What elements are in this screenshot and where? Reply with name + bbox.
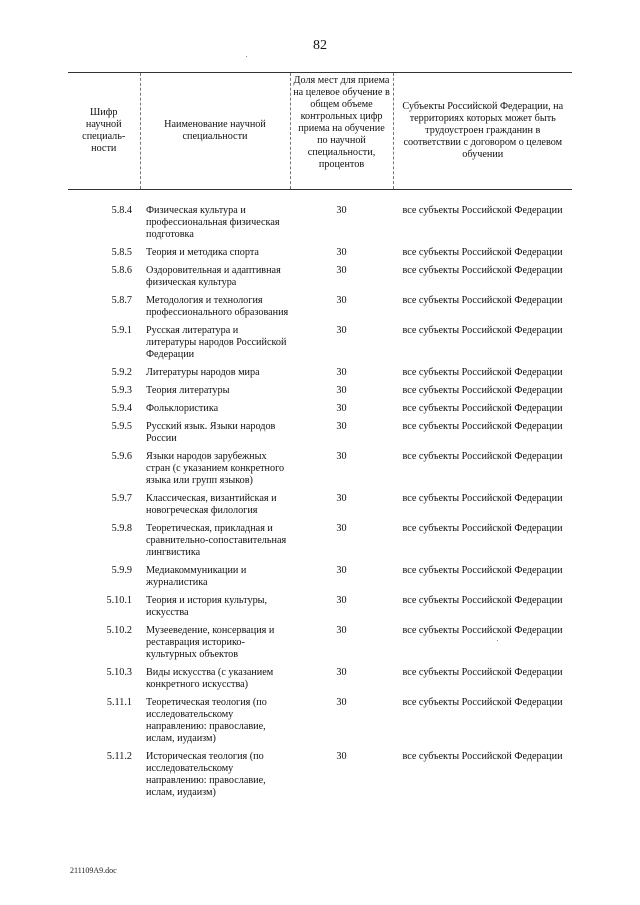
table-row [68,697,572,751]
eligible-regions: все субъекты Российской Федерации [402,625,563,636]
document-filename: 211109А9.doc [70,866,117,875]
target-share: 30 [336,565,347,576]
specialty-code: 5.8.7 [111,295,132,306]
specialties-table [68,72,572,805]
eligible-regions: все субъекты Российской Федерации [402,367,563,378]
specialty-code: 5.8.5 [111,247,132,258]
eligible-regions: все субъекты Российской Федерации [402,595,563,606]
eligible-regions: все субъекты Российской Федерации [402,697,563,708]
table-body [68,190,572,806]
target-share: 30 [336,385,347,396]
specialty-code: 5.9.8 [111,523,132,534]
target-share: 30 [336,493,347,504]
target-share: 30 [336,247,347,258]
specialty-name: Оздоровительная и адаптивная физическая культура [146,265,281,288]
target-share: 30 [336,667,347,678]
specialty-code: 5.9.9 [111,565,132,576]
table-row [68,385,572,403]
table-row [68,265,572,295]
specialty-name: Теория литературы [146,385,230,396]
target-share: 30 [336,325,347,336]
target-share: 30 [336,421,347,432]
eligible-regions: все субъекты Российской Федерации [402,325,563,336]
specialty-name: Медиакоммуникации и журналистика [146,565,247,588]
specialty-name: Теоретическая, прикладная и сравнительно-сопоставительная лингвистика [146,523,287,558]
table-header [68,73,572,190]
target-share: 30 [336,625,347,636]
eligible-regions: все субъекты Российской Федерации [402,751,563,762]
specialty-code: 5.11.2 [106,751,132,762]
target-share: 30 [336,451,347,462]
eligible-regions: все субъекты Российской Федерации [402,493,563,504]
specialty-name: Русская литература и литературы народов Российской Федерации [146,325,287,360]
specialty-code: 5.10.1 [106,595,132,606]
table-row [68,367,572,385]
specialty-code: 5.9.6 [111,451,132,462]
page-number: 82 [313,38,327,53]
target-share: 30 [336,523,347,534]
table-row [68,493,572,523]
specialty-code: 5.9.1 [111,325,132,336]
target-share: 30 [336,403,347,414]
specialty-code: 5.10.3 [106,667,132,678]
specialty-name: Литературы народов мира [146,367,260,378]
table-row [68,421,572,451]
eligible-regions: все субъекты Российской Федерации [402,385,563,396]
specialty-code: 5.9.5 [111,421,132,432]
eligible-regions: все субъекты Российской Федерации [402,205,563,216]
specialty-code: 5.10.2 [106,625,132,636]
table-row [68,403,572,421]
table-row [68,751,572,805]
header-code: Шифр научной специаль-ности [68,73,140,190]
specialty-code: 5.11.1 [106,697,132,708]
eligible-regions: все субъекты Российской Федерации [402,247,563,258]
specialty-name: Теоретическая теология (по исследовательскому направлению: православие, ислам, иудаизм) [146,697,267,744]
specialty-name: Фольклористика [146,403,219,414]
target-share: 30 [336,697,347,708]
scan-artifact [497,640,498,641]
scan-artifact [246,56,247,57]
header-share: Доля мест для приема на целевое обучение в общем объеме контрольных цифр приема на обучение по научной специальности, процентов [290,73,393,190]
eligible-regions: все субъекты Российской Федерации [402,265,563,276]
specialty-code: 5.9.7 [111,493,132,504]
eligible-regions: все субъекты Российской Федерации [402,421,563,432]
table-row [68,247,572,265]
target-share: 30 [336,205,347,216]
specialty-code: 5.8.4 [111,205,132,216]
header-name: Наименование научной специальности [140,73,290,190]
target-share: 30 [336,367,347,378]
specialty-name: Историческая теология (по исследовательскому направлению: православие, ислам, иудаизм) [146,751,266,798]
table-row [68,625,572,667]
table-row [68,295,572,325]
specialty-code: 5.9.2 [111,367,132,378]
specialty-name: Виды искусства (с указанием конкретного искусства) [146,667,274,690]
specialty-name: Физическая культура и профессиональная физическая подготовка [146,205,280,240]
eligible-regions: все субъекты Российской Федерации [402,565,563,576]
eligible-regions: все субъекты Российской Федерации [402,451,563,462]
target-share: 30 [336,751,347,762]
table-row [68,565,572,595]
eligible-regions: все субъекты Российской Федерации [402,403,563,414]
eligible-regions: все субъекты Российской Федерации [402,667,563,678]
target-share: 30 [336,265,347,276]
specialty-name: Классическая, византийская и новогреческая филология [146,493,277,516]
specialty-name: Языки народов зарубежных стран (с указанием конкретного языка или групп языков) [146,451,285,486]
eligible-regions: все субъекты Российской Федерации [402,523,563,534]
table-row [68,667,572,697]
target-share: 30 [336,595,347,606]
header-subjects: Субъекты Российской Федерации, на территориях которых может быть трудоустроен гражданин в соответствии с договором о целевом обучении [393,73,572,190]
specialty-name: Методология и технология профессионального образования [146,295,289,318]
specialty-name: Музееведение, консервация и реставрация историко-культурных объектов [146,625,275,660]
table-row [68,451,572,493]
table-row [68,595,572,625]
table-row [68,190,572,248]
table-row [68,523,572,565]
specialty-code: 5.9.4 [111,403,132,414]
specialty-name: Теория и история культуры, искусства [146,595,268,618]
specialty-code: 5.8.6 [111,265,132,276]
specialty-name: Русский язык. Языки народов России [146,421,276,444]
target-share: 30 [336,295,347,306]
specialty-name: Теория и методика спорта [146,247,259,258]
eligible-regions: все субъекты Российской Федерации [402,295,563,306]
specialty-code: 5.9.3 [111,385,132,396]
table-row [68,325,572,367]
